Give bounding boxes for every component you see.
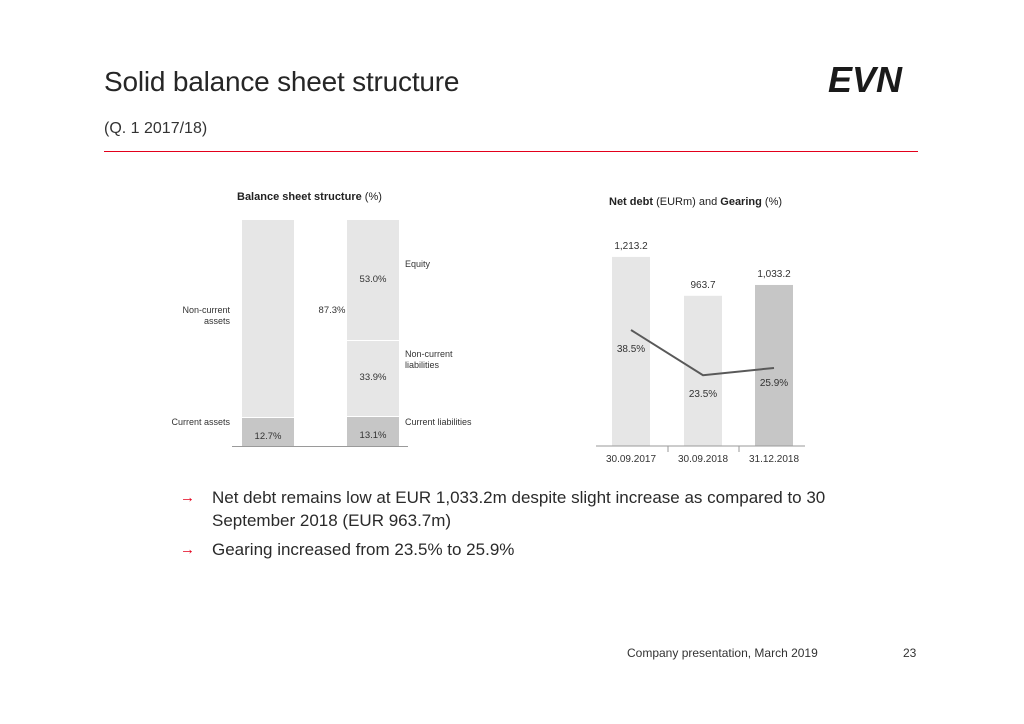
gearing-value-label: 23.5% (688, 389, 718, 401)
net-debt-chart-title (609, 196, 782, 208)
label-non-current-liabilities: Non-current liabilities (405, 349, 453, 370)
net-debt-value-label: 1,213.2 (614, 240, 648, 252)
net-debt-bar (755, 285, 793, 446)
footer-text: Company presentation, March 2019 (627, 646, 818, 660)
bullet-item (180, 486, 880, 532)
bar-segment-label: 53.0% (359, 273, 387, 285)
net-debt-title-unit: (EURm) (656, 196, 696, 208)
label-non-current-assets: Non-current assets (182, 305, 230, 326)
header-divider (104, 151, 918, 152)
bar-segment-label: 87.3% (318, 304, 346, 316)
arrow-right-icon: → (180, 541, 195, 558)
bar-segment-label: 13.1% (359, 430, 387, 442)
net-debt-title-and: and (698, 196, 718, 208)
net-debt-title-bold: Net debt (609, 196, 653, 208)
bar-segment (242, 220, 294, 418)
bullet-list (180, 486, 880, 567)
x-tick-label: 31.12.2018 (748, 454, 800, 465)
net-debt-value-label: 963.7 (690, 279, 716, 291)
bar-segment-label: 33.9% (359, 372, 387, 384)
logo-text: EVN (828, 60, 903, 98)
net-debt-gearing-chart (560, 220, 840, 470)
label-equity: Equity (405, 259, 431, 269)
net-debt-bar (684, 296, 722, 446)
bar-segment-label: 12.7% (254, 430, 282, 442)
label-current-assets: Current assets (171, 417, 230, 427)
page-number: 23 (903, 646, 917, 660)
label-current-liabilities: Current liabilities (405, 417, 472, 427)
gearing-title-unit: (%) (764, 196, 783, 208)
arrow-right-icon: → (180, 489, 195, 506)
bullet-item (180, 538, 880, 561)
bullet-text: Gearing increased from 23.5% to 25.9% (212, 540, 515, 559)
x-tick-label: 30.09.2017 (605, 454, 657, 465)
balance-chart-title-bold: Balance sheet structure (237, 191, 362, 203)
balance-chart-title (237, 191, 382, 203)
page-title: Solid balance sheet structure (104, 66, 460, 97)
gearing-value-label: 38.5% (616, 343, 646, 355)
x-tick-label: 30.09.2018 (677, 454, 729, 465)
balance-chart-baseline (232, 446, 408, 447)
evn-logo (828, 60, 920, 98)
balance-chart-title-unit: (%) (364, 191, 382, 203)
bullet-text: Net debt remains low at EUR 1,033.2m despite slight increase as compared to 30 September 2018 (EUR 963.7m) (212, 488, 826, 530)
page-subtitle: (Q. 1 2017/18) (104, 120, 208, 137)
gearing-value-label: 25.9% (759, 377, 789, 389)
gearing-title-bold: Gearing (720, 196, 762, 208)
net-debt-value-label: 1,033.2 (757, 268, 791, 280)
